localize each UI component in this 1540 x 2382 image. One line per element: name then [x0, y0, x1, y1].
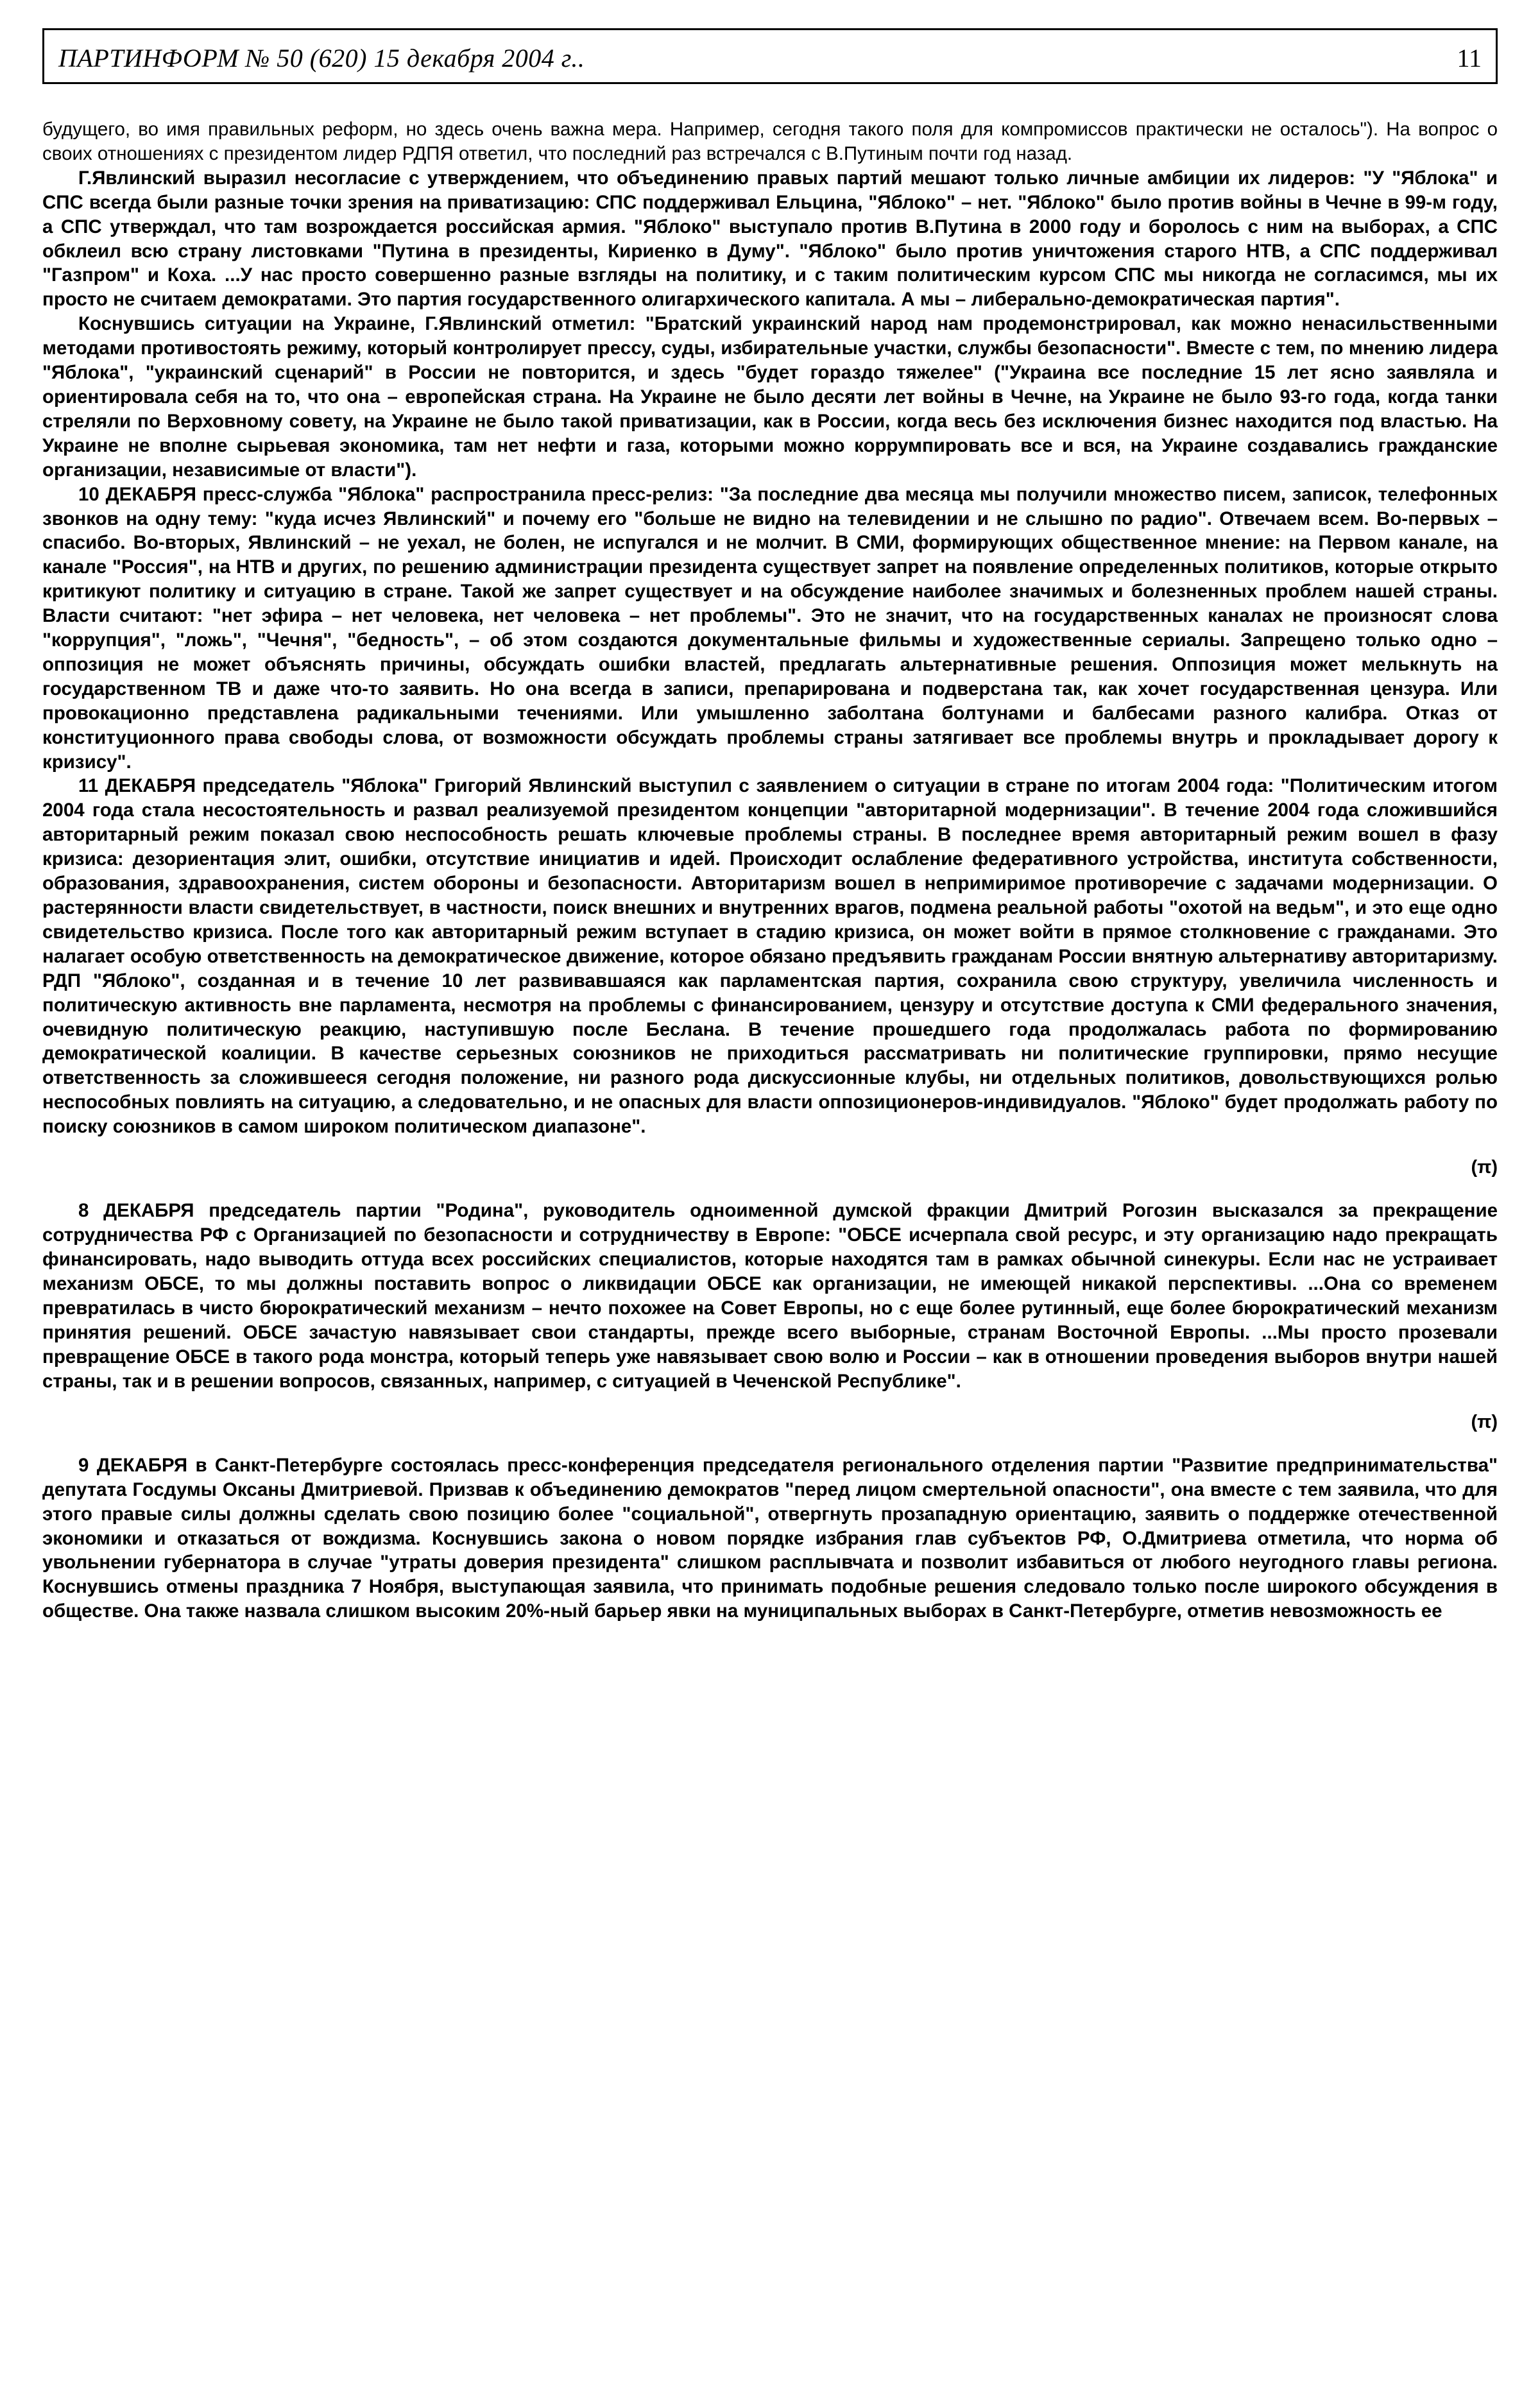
paragraph-continuation: будущего, во имя правильных реформ, но здесь очень важна мера. Например, сегодня такого поля для компромиссов практически не осталось"). На вопрос о своих отношениях с президентом лидер РДПЯ ответил, что последний раз встречался с В.Путиным почти год назад.	[42, 119, 1498, 164]
paragraph-dec-8-rogozin: 8 ДЕКАБРЯ председатель партии "Родина", руководитель одноименной думской фракции Дмитрий Рогозин высказался за прекращение сотрудничества РФ с Организацией по безопасности и сотрудничеству в Европе: "ОБСЕ исчерпала свой ресурс, и эту организацию надо прекращать финансировать, надо выводить оттуда всех российских специалистов, которые находятся там в рамках обычной синекуры. Если нас не устраивает механизм ОБСЕ, то мы должны поставить вопрос о ликвидации ОБСЕ как организации, не имеющей никакой перспективы. ...Она со временем превратилась в чисто бюрократический механизм – нечто похожее на Совет Европы, но с еще более рутинный, еще более бюрократический механизм принятия решений. ОБСЕ зачастую навязывает свои стандарты, прежде всего выборные, странам Восточной Европы. ...Мы просто прозевали превращение ОБСЕ в такого рода монстра, который теперь уже навязывает свою волю и России – как в отношении проведения выборов внутри нашей страны, так и в решении вопросов, связанных, например, с ситуацией в Чеченской Республике".	[42, 1200, 1498, 1392]
paragraph-dec-11-statement: 11 ДЕКАБРЯ председатель "Яблока" Григорий Явлинский выступил с заявлением о ситуации в стране по итогам 2004 года: "Политическим итогом 2004 года стала несостоятельность и развал реализуемой президентом концепции "авторитарной модернизации". В течение 2004 года сложившийся авторитарный режим показал свою неспособность решать ключевые проблемы страны. В последнее время авторитарный режим вошел в фазу кризиса: дезориентация элит, ошибки, отсутствие инициатив и идей. Происходит ослабление федеративного устройства, института собственности, образования, здравоохранения, систем обороны и безопасности. Авторитаризм вошел в непримиримое противоречие с задачами модернизации. О растерянности власти свидетельствует, в частности, поиск внешних и внутренних врагов, подмена реальной работы "охотой на ведьм", и это еще одно свидетельство кризиса. После того как авторитарный режим вступает в стадию кризиса, он может войти в прямое столкновение с гражданами. Это налагает особую ответственность на демократическое движение, которое обязано предъявить гражданам России внятную альтернативу авторитаризму. РДП "Яблоко", созданная и в течение 10 лет развивавшаяся как парламентская партия, сохранила свою структуру, увеличила численность и политическую активность вне парламента, несмотря на проблемы с финансированием, цензуру и отсутствие доступа к СМИ федерального значения, очевидную политическую реакцию, наступившую после Беслана. В течение прошедшего года продолжалась работа по формированию демократической коалиции. В качестве серьезных союзников не приходиться рассматривать ни политические группировки, прямо несущие ответственность за сложившееся сегодня положение, ни разного рода дискуссионные клубы, ни отдельных политиков, довольствующихся ролью неспособных повлиять на ситуацию, а следовательно, и не опасных для власти оппозиционеров-индивидуалов. "Яблоко" будет продолжать работу по поиску союзников в самом широком политическом диапазоне".	[42, 775, 1498, 1138]
section-signature-1: (π)	[1471, 1157, 1498, 1178]
article-body	[42, 117, 1498, 1624]
paragraph-ukraine-situation: Коснувшись ситуации на Украине, Г.Явлинский отметил: "Братский украинский народ нам продемонстрировал, как можно ненасильственными методами противостоять режиму, который контролирует прессу, суды, избирательные участки, службы безопасности". Вместе с тем, по мнению лидера "Яблока", "украинский сценарий" в России не повторится, и здесь "будет гораздо тяжелее" ("Украина все последние 15 лет ясно заявляла и ориентировала себя на то, что она – европейская страна. На Украине не было десяти лет войны в Чечне, на Украине не было 93-го года, когда танки стреляли по Верховному совету, на Украине не было такой приватизации, как в России, когда весь без исключения бизнес находится под властью. На Украине не вполне сырьевая экономика, там нет нефти и газа, которыми можно коррумпировать все и вся, на Украине создавались гражданские организации, независимые от власти").	[42, 313, 1498, 481]
header-top-rule	[42, 28, 1498, 39]
publication-title: ПАРТИНФОРМ № 50 (620) 15 декабря 2004 г..	[58, 44, 585, 73]
section-signature-2: (π)	[1471, 1411, 1498, 1432]
page-number: 11	[1457, 44, 1482, 73]
paragraph-yavlinsky-right-parties: Г.Явлинский выразил несогласие с утверждением, что объединению правых партий мешают только личные амбиции их лидеров: "У "Яблока" и СПС всегда были разные точки зрения на приватизацию: СПС поддерживал Ельцина, "Яблоко" – нет. "Яблоко" было против войны в Чечне в 99-м году, а СПС утверждал, что там возрождается российская армия. "Яблоко" выступало против В.Путина в 2000 году и боролось с ним на выборах, а СПС обклеил всю страну листовками "Путина в президенты, Кириенко в Думу". "Яблоко" было против уничтожения старого НТВ, а СПС поддерживал "Газпром" и Коха. ...У нас просто совершенно разные взгляды на политику, и с таким политическим курсом СПС мы никогда не согласимся, мы их просто не считаем демократами. Это партия государственного олигархического капитала. А мы – либерально-демократическая партия".	[42, 167, 1498, 311]
page-header	[42, 39, 1498, 84]
paragraph-dec-10-press-release: 10 ДЕКАБРЯ пресс-служба "Яблока" распространила пресс-релиз: "За последние два месяца мы получили множество писем, записок, телефонных звонков на одну тему: "куда исчез Явлинский" и почему его "больше не видно на телевидении и не слышно по радио". Отвечаем всем. Во-первых – спасибо. Во-вторых, Явлинский – не уехал, не болен, не испугался и не молчит. В СМИ, формирующих общественное мнение: на Первом канале, на канале "Россия", на НТВ и других, по решению администрации президента существует запрет на появление определенных политиков, которые открыто критикуют политику и ситуацию в стране. Такой же запрет существует и на обсуждение наиболее значимых и болезненных проблем нашей страны. Власти считают: "нет эфира – нет человека, нет человека – нет проблемы". Это не значит, что на государственных каналах не произносят слова "коррупция", "ложь", "Чечня", "бедность", – об этом создаются документальные фильмы и художественные сериалы. Запрещено только одно – оппозиция не может объяснять причины, обсуждать ошибки властей, предлагать альтернативные решения. Оппозиция может мелькнуть на государственном ТВ и даже что-то заявить. Но она всегда в записи, препарирована и подверстана так, как хочет государственная цензура. Или провокационно представлена радикальными течениями. Или умышленно заболтана болтунами и балбесами разного калибра. Отказ от конституционного права свободы слова, от возможности обсуждать проблемы страны затягивает все проблемы внутрь и прокладывает дорогу к кризису".	[42, 483, 1498, 773]
paragraph-dec-9-dmitrieva: 9 ДЕКАБРЯ в Санкт-Петербурге состоялась пресс-конференция председателя регионального отделения партии "Развитие предпринимательства" депутата Госдумы Оксаны Дмитриевой. Призвав к объединению демократов "перед лицом смертельной опасности", она вместе с тем заявила, что для этого правые силы должны сделать свою позицию более "социальной", отвергнуть прозападную ориентацию, заявить о поддержке отечественной экономики и отказаться от вождизма. Коснувшись закона о новом порядке избрания глав субъектов РФ, О.Дмитриева отметила, что норма об увольнении губернатора в случае "утраты доверия президента" слишком расплывчата и позволит избавиться от любого неугодного главы региона. Коснувшись отмены праздника 7 Ноября, выступающая заявила, что принимать подобные решения следовало только после широкого обсуждения в обществе. Она также назвала слишком высоким 20%-ный барьер явки на муниципальных выборах в Санкт-Петербурге, отметив невозможность ее	[42, 1454, 1498, 1622]
